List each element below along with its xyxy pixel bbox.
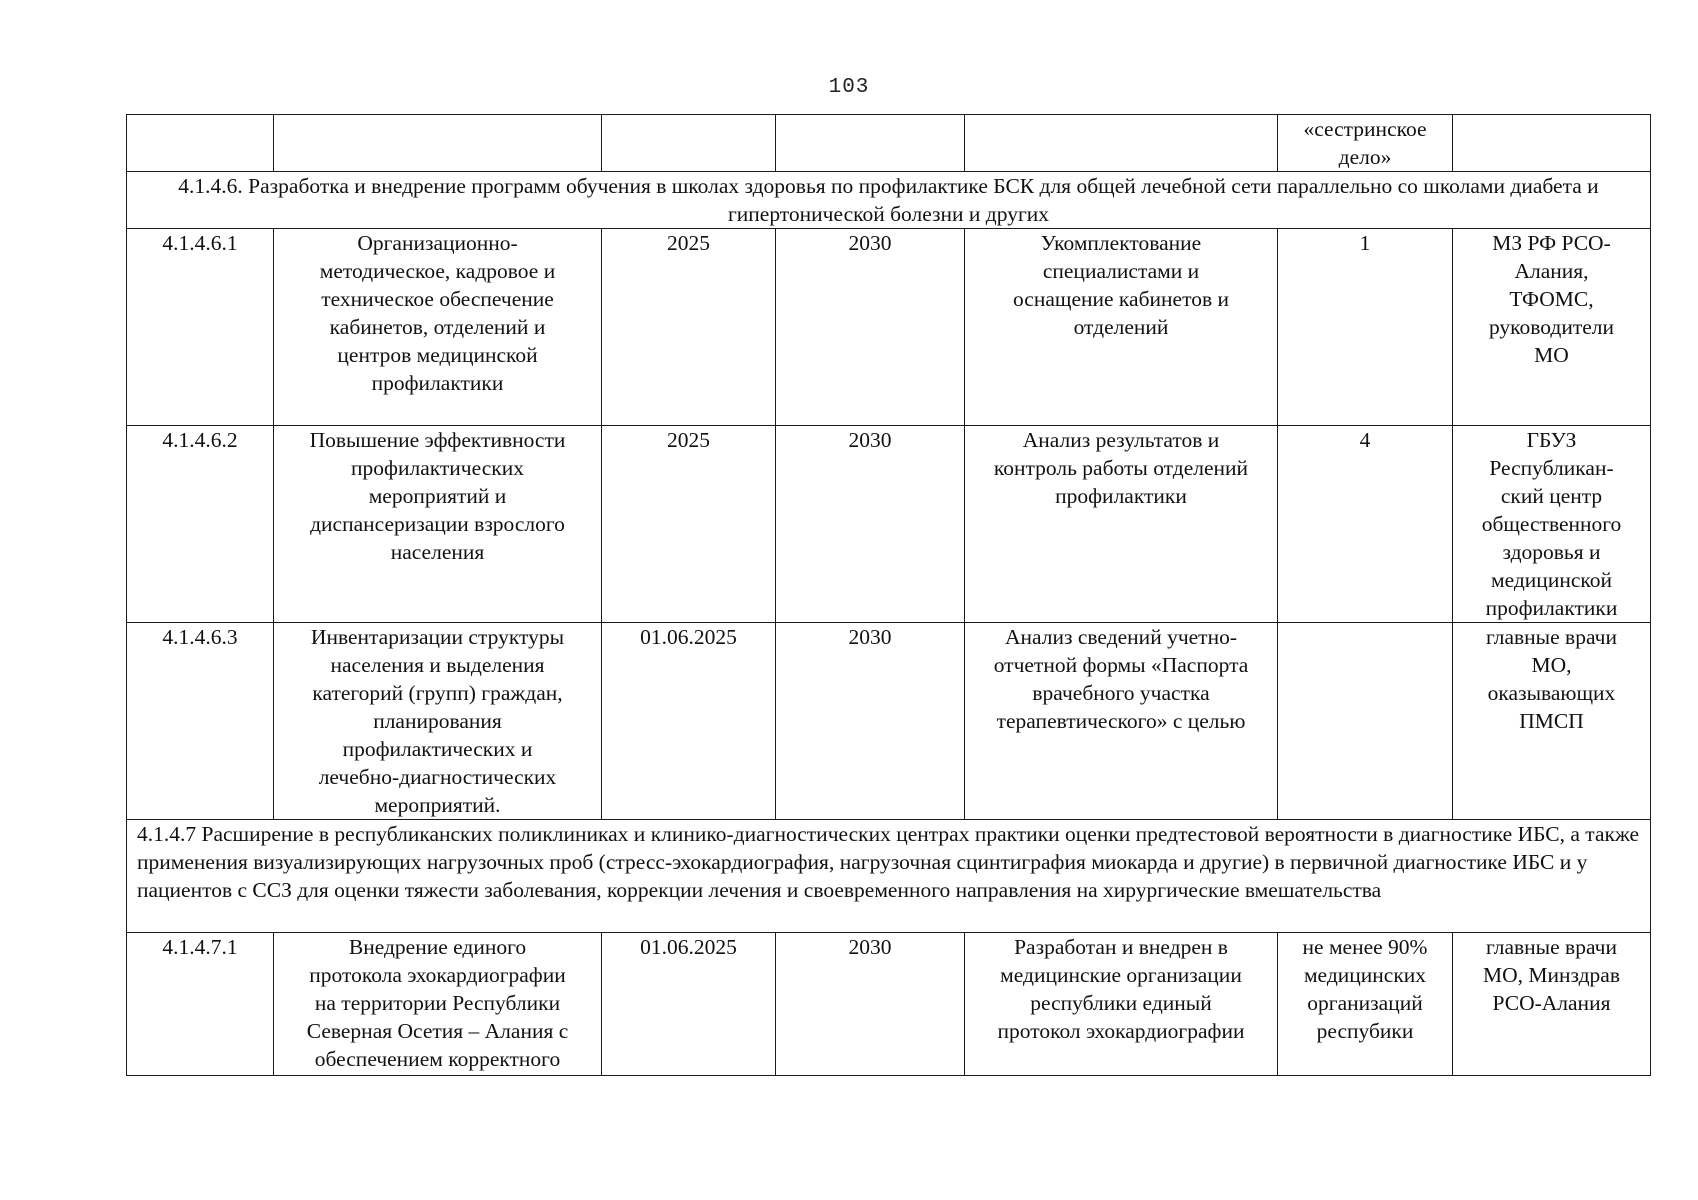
table-cell xyxy=(965,115,1278,172)
start-date-cell: 2025 xyxy=(602,229,776,426)
event-cell: Организационно- методическое, кадровое и техническое обеспечение кабинетов, отделений и центров медицинской профилактики xyxy=(274,229,602,426)
table-cell xyxy=(776,115,965,172)
end-date-cell: 2030 xyxy=(776,623,965,820)
continuation-row xyxy=(127,115,1651,172)
table-cell xyxy=(274,115,602,172)
measures-table xyxy=(126,114,1651,1076)
table-cell xyxy=(1453,115,1651,172)
end-date-cell: 2030 xyxy=(776,426,965,623)
result-cell: Укомплектование специалистами и оснащение кабинетов и отделений xyxy=(965,229,1278,426)
row-number: 4.1.4.6.3 xyxy=(127,623,274,820)
end-date-cell: 2030 xyxy=(776,933,965,1076)
section-heading-row xyxy=(127,172,1651,229)
result-cell: Разработан и внедрен в медицинские организации республики единый протокол эхокардиографии xyxy=(965,933,1278,1076)
result-cell: Анализ сведений учетно- отчетной формы «Паспорта врачебного участка терапевтического» с целью xyxy=(965,623,1278,820)
end-date-cell: 2030 xyxy=(776,229,965,426)
section-heading-row xyxy=(127,820,1651,933)
table-row xyxy=(127,623,1651,820)
section-heading: 4.1.4.6. Разработка и внедрение программ обучения в школах здоровья по профилактике БСК для общей лечебной сети параллельно со школами диабета и гипертонической болезни и других xyxy=(127,172,1651,229)
table-cell xyxy=(127,115,274,172)
table-row xyxy=(127,426,1651,623)
event-cell: Повышение эффективности профилактических мероприятий и диспансеризации взрослого населения xyxy=(274,426,602,623)
value-cell xyxy=(1278,623,1453,820)
section-heading: 4.1.4.7 Расширение в республиканских поликлиниках и клинико-диагностических центрах практики оценки предтестовой вероятности в диагностике ИБС, а также применения визуализирующих нагрузочных проб (стресс-эхокардиография, нагрузочная сцинтиграфия миокарда и другие) в первичной диагностике ИБС и у пациентов с ССЗ для оценки тяжести заболевания, коррекции лечения и своевременного направления на хирургические вмешательства xyxy=(127,820,1651,933)
table-row xyxy=(127,229,1651,426)
value-cell: не менее 90% медицинских организаций респубики xyxy=(1278,933,1453,1076)
responsible-cell: главные врачи МО, оказывающих ПМСП xyxy=(1453,623,1651,820)
start-date-cell: 2025 xyxy=(602,426,776,623)
table-cell: «сестринское дело» xyxy=(1278,115,1453,172)
event-cell: Внедрение единого протокола эхокардиографии на территории Республики Северная Осетия – Алания с обеспечением корректного xyxy=(274,933,602,1076)
event-cell: Инвентаризации структуры населения и выделения категорий (групп) граждан, планирования профилактических и лечебно-диагностических мероприятий. xyxy=(274,623,602,820)
row-number: 4.1.4.6.1 xyxy=(127,229,274,426)
start-date-cell: 01.06.2025 xyxy=(602,623,776,820)
result-cell: Анализ результатов и контроль работы отделений профилактики xyxy=(965,426,1278,623)
page-number: 103 xyxy=(828,76,870,99)
start-date-cell: 01.06.2025 xyxy=(602,933,776,1076)
value-cell: 1 xyxy=(1278,229,1453,426)
row-number: 4.1.4.7.1 xyxy=(127,933,274,1076)
responsible-cell: главные врачи МО, Минздрав РСО-Алания xyxy=(1453,933,1651,1076)
responsible-cell: МЗ РФ РСО- Алания, ТФОМС, руководители МО xyxy=(1453,229,1651,426)
responsible-cell: ГБУЗ Республикан- ский центр общественного здоровья и медицинской профилактики xyxy=(1453,426,1651,623)
table-row xyxy=(127,933,1651,1076)
value-cell: 4 xyxy=(1278,426,1453,623)
table-cell xyxy=(602,115,776,172)
row-number: 4.1.4.6.2 xyxy=(127,426,274,623)
